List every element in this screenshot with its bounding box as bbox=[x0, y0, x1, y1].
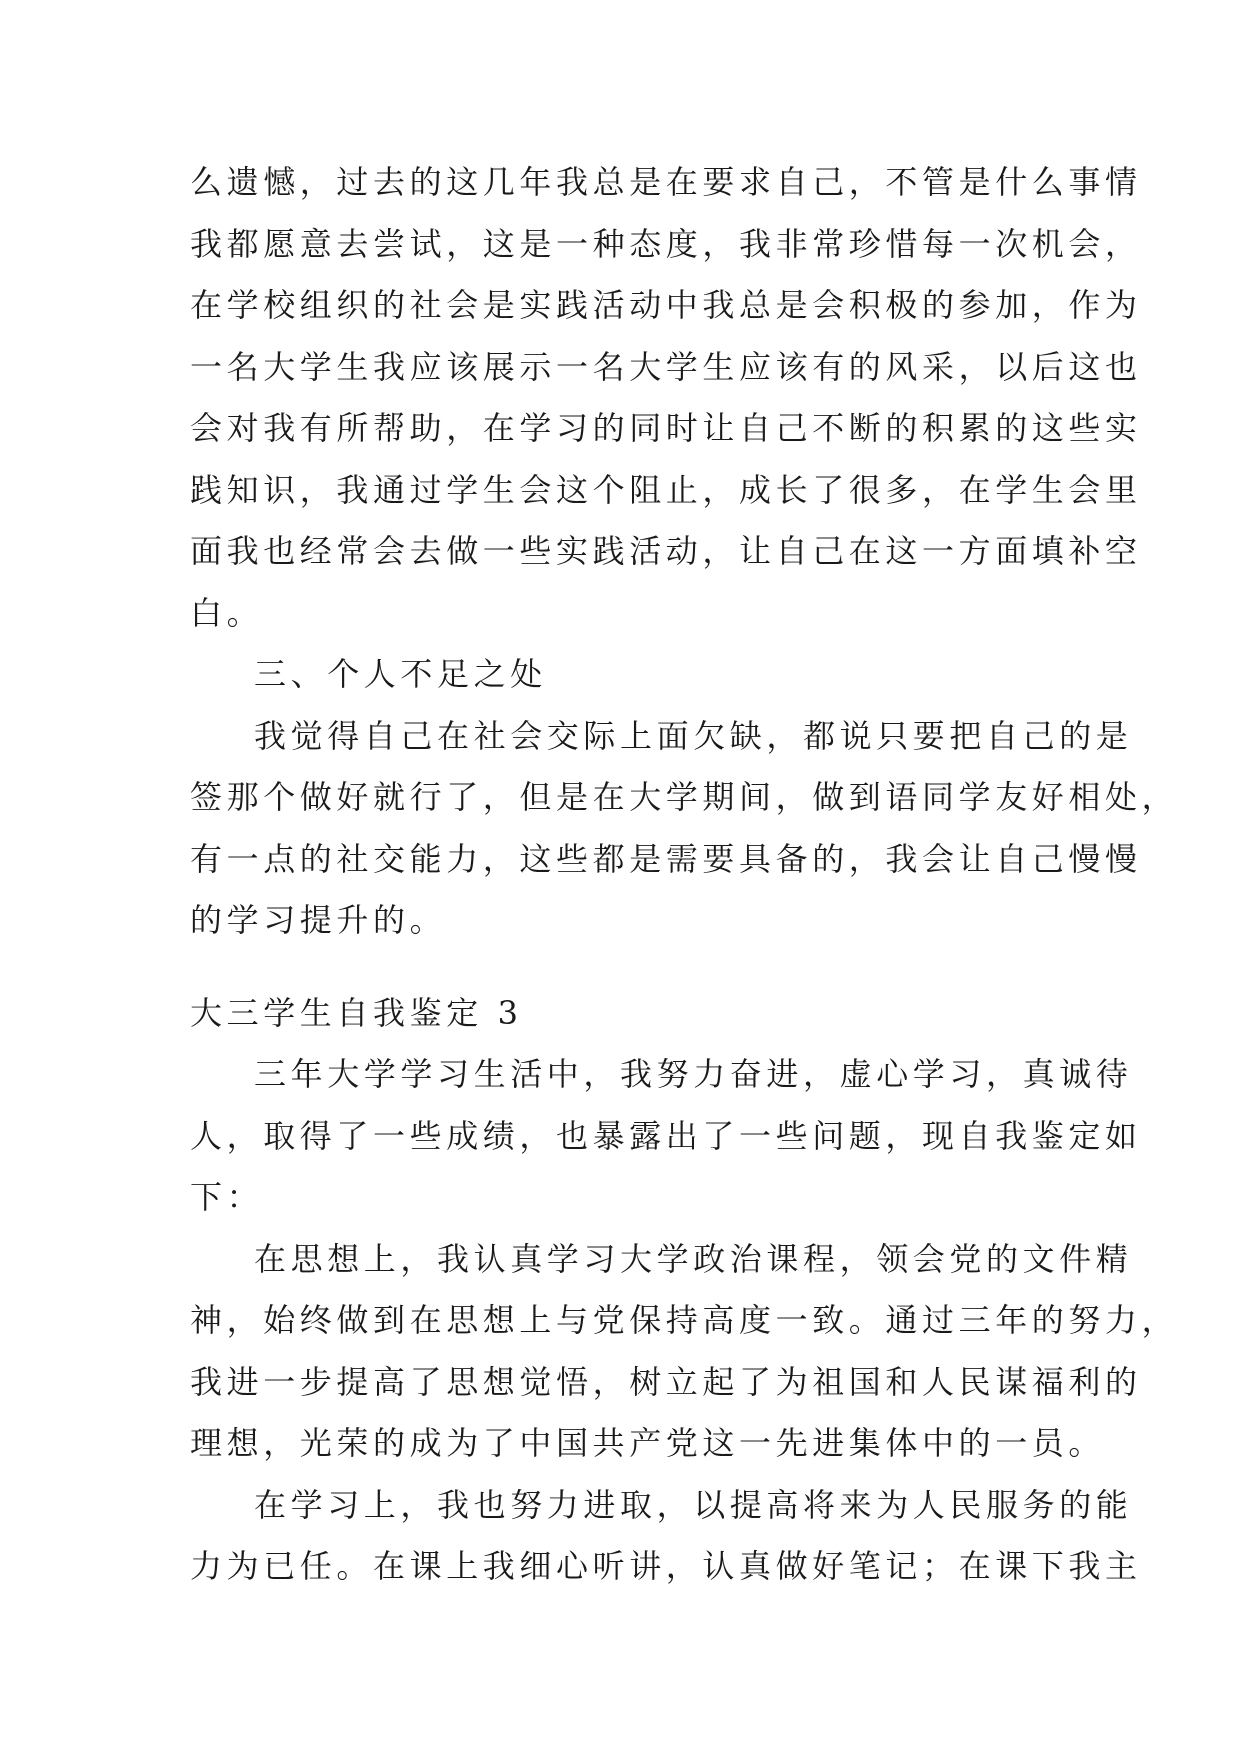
text-line: 神，始终做到在思想上与党保持高度一致。通过三年的努力， bbox=[190, 1301, 1179, 1339]
text-line: 在思想上，我认真学习大学政治课程，领会党的文件精 bbox=[254, 1240, 1133, 1278]
text-line: 我都愿意去尝试，这是一种态度，我非常珍惜每一次机会， bbox=[190, 225, 1142, 263]
text-line: 白。 bbox=[190, 594, 264, 632]
text-line: 面我也经常会去做一些实践活动，让自己在这一方面填补空 bbox=[190, 532, 1142, 570]
section-heading: 三、个人不足之处 bbox=[254, 655, 547, 693]
text-line: 力为已任。在课上我细心听讲，认真做好笔记；在课下我主 bbox=[190, 1547, 1142, 1585]
document-heading: 大三学生自我鉴定 3 bbox=[190, 994, 523, 1032]
text-line: 我觉得自己在社会交际上面欠缺，都说只要把自己的是 bbox=[254, 717, 1133, 755]
text-line: 三年大学学习生活中，我努力奋进，虚心学习，真诚待 bbox=[254, 1055, 1133, 1093]
text-line: 签那个做好就行了，但是在大学期间，做到语同学友好相处， bbox=[190, 778, 1179, 816]
text-line: 在学习上，我也努力进取，以提高将来为人民服务的能 bbox=[254, 1486, 1133, 1524]
text-line: 下： bbox=[190, 1178, 264, 1216]
text-line: 的学习提升的。 bbox=[190, 901, 447, 939]
text-line: 人，取得了一些成绩，也暴露出了一些问题，现自我鉴定如 bbox=[190, 1117, 1142, 1155]
text-line: 会对我有所帮助，在学习的同时让自己不断的积累的这些实 bbox=[190, 409, 1142, 447]
text-line: 我进一步提高了思想觉悟，树立起了为祖国和人民谋福利的 bbox=[190, 1363, 1142, 1401]
text-line: 在学校组织的社会是实践活动中我总是会积极的参加，作为 bbox=[190, 286, 1142, 324]
text-line: 践知识，我通过学生会这个阻止，成长了很多，在学生会里 bbox=[190, 471, 1142, 509]
text-line: 有一点的社交能力，这些都是需要具备的，我会让自己慢慢 bbox=[190, 840, 1142, 878]
text-line: 一名大学生我应该展示一名大学生应该有的风采，以后这也 bbox=[190, 348, 1142, 386]
text-line: 理想，光荣的成为了中国共产党这一先进集体中的一员。 bbox=[190, 1424, 1106, 1462]
text-line: 么遗憾，过去的这几年我总是在要求自己，不管是什么事情 bbox=[190, 163, 1142, 201]
